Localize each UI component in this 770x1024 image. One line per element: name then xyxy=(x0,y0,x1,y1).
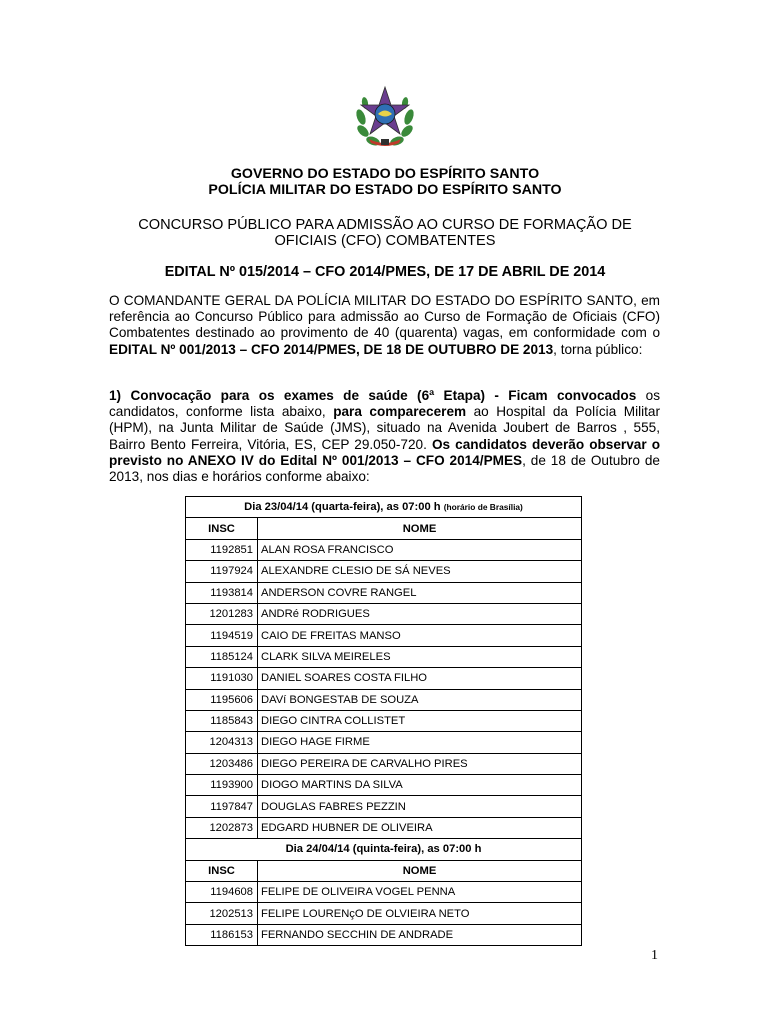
nome-cell: ALEXANDRE CLESIO DE SÁ NEVES xyxy=(258,561,582,582)
table-row xyxy=(186,668,582,689)
insc-cell: 1193900 xyxy=(186,775,258,796)
nome-cell: ANDRé RODRIGUES xyxy=(258,603,582,624)
insc-cell: 1194608 xyxy=(186,882,258,903)
table-row xyxy=(186,646,582,667)
nome-cell: DIEGO HAGE FIRME xyxy=(258,732,582,753)
nome-cell: DANIEL SOARES COSTA FILHO xyxy=(258,668,582,689)
table-row xyxy=(186,903,582,924)
nome-cell: FELIPE DE OLIVEIRA VOGEL PENNA xyxy=(258,882,582,903)
day2-header-row xyxy=(186,839,582,860)
nome-cell: FERNANDO SECCHIN DE ANDRADE xyxy=(258,924,582,945)
insc-cell: 1194519 xyxy=(186,625,258,646)
government-title: GOVERNO DO ESTADO DO ESPÍRITO SANTO xyxy=(230,166,540,182)
nome-cell: DAVí BONGESTAB DE SOUZA xyxy=(258,689,582,710)
day1-title: Dia 23/04/14 (quarta-feira), as 07:00 h xyxy=(244,501,441,514)
insc-cell: 1185843 xyxy=(186,710,258,731)
table-row xyxy=(186,710,582,731)
table-row xyxy=(186,732,582,753)
day2-title: Dia 24/04/14 (quinta-feira), as 07:00 h xyxy=(186,839,582,860)
insc-cell: 1201283 xyxy=(186,603,258,624)
candidates-table xyxy=(185,496,582,946)
insc-cell: 1191030 xyxy=(186,668,258,689)
page-number: 1 xyxy=(651,948,658,963)
insc-cell: 1203486 xyxy=(186,753,258,774)
nome-cell: FELIPE LOURENçO DE OLVIEIRA NETO xyxy=(258,903,582,924)
table-row xyxy=(186,817,582,838)
concurso-title-line1: CONCURSO PÚBLICO PARA ADMISSÃO AO CURSO DE FORMAÇÃO DE xyxy=(138,217,632,233)
table-row xyxy=(186,539,582,560)
table-row xyxy=(186,882,582,903)
insc-column-header: INSC xyxy=(186,518,258,539)
day1-header-row xyxy=(186,497,582,518)
edital-reference: EDITAL Nº 001/2013 – CFO 2014/PMES, DE 18 DE OUTUBRO DE 2013 xyxy=(109,341,554,357)
insc-cell: 1192851 xyxy=(186,539,258,560)
table-row xyxy=(186,775,582,796)
table-row xyxy=(186,625,582,646)
day1-note: (horário de Brasília) xyxy=(443,502,523,513)
table-row xyxy=(186,796,582,817)
nome-cell: DIEGO CINTRA COLLISTET xyxy=(258,710,582,731)
intro-paragraph: O COMANDANTE GERAL DA POLÍCIA MILITAR DO ESTADO DO ESPÍRITO SANTO, em referência ao Concurso Público para admissão ao Curso de Formação de Oficiais (CFO) Combatentes destinado ao provimento de 40 (quarenta) vagas, em conformidade com o EDITAL Nº 001/2013 – CFO 2014/PMES, DE 18 DE OUTUBRO DE 2013, torna público: xyxy=(109,293,660,357)
insc-cell: 1193814 xyxy=(186,582,258,603)
table-row xyxy=(186,924,582,945)
nome-column-header: NOME xyxy=(258,860,582,881)
insc-cell: 1202873 xyxy=(186,817,258,838)
table-row xyxy=(186,603,582,624)
state-coat-of-arms-icon xyxy=(351,83,419,149)
table-row xyxy=(186,753,582,774)
nome-cell: DIOGO MARTINS DA SILVA xyxy=(258,775,582,796)
insc-cell: 1197847 xyxy=(186,796,258,817)
insc-cell: 1185124 xyxy=(186,646,258,667)
insc-cell: 1186153 xyxy=(186,924,258,945)
nome-cell: EDGARD HUBNER DE OLIVEIRA xyxy=(258,817,582,838)
police-title: POLÍCIA MILITAR DO ESTADO DO ESPÍRITO SANTO xyxy=(208,182,562,198)
insc-cell: 1202513 xyxy=(186,903,258,924)
nome-cell: ALAN ROSA FRANCISCO xyxy=(258,539,582,560)
insc-column-header: INSC xyxy=(186,860,258,881)
section-1-paragraph: 1) Convocação para os exames de saúde (6ª Etapa) - Ficam convocados os candidatos, conforme lista abaixo, para comparecerem ao Hospital da Polícia Militar (HPM), na Junta Militar de Saúde (JMS), situado na Avenida Joubert de Barros , 555, Bairro Bento Ferreira, Vitória, ES, CEP 29.050-720. Os candidatos deverão observar o previsto no ANEXO IV do Edital Nº 001/2013 – CFO 2014/PMES, de 18 de Outubro de 2013, nos dias e horários conforme abaixo: xyxy=(109,388,661,485)
concurso-title-line2: OFICIAIS (CFO) COMBATENTES xyxy=(274,233,496,249)
insc-cell: 1195606 xyxy=(186,689,258,710)
nome-cell: CLARK SILVA MEIRELES xyxy=(258,646,582,667)
table-row xyxy=(186,582,582,603)
column-header-row xyxy=(186,518,582,539)
nome-cell: ANDERSON COVRE RANGEL xyxy=(258,582,582,603)
nome-column-header: NOME xyxy=(258,518,582,539)
nome-cell: DIEGO PEREIRA DE CARVALHO PIRES xyxy=(258,753,582,774)
insc-cell: 1204313 xyxy=(186,732,258,753)
nome-cell: DOUGLAS FABRES PEZZIN xyxy=(258,796,582,817)
table-row xyxy=(186,689,582,710)
table-row xyxy=(186,561,582,582)
insc-cell: 1197924 xyxy=(186,561,258,582)
edital-title: EDITAL Nº 015/2014 – CFO 2014/PMES, DE 17 DE ABRIL DE 2014 xyxy=(164,264,606,280)
nome-cell: CAIO DE FREITAS MANSO xyxy=(258,625,582,646)
column-header-row xyxy=(186,860,582,881)
